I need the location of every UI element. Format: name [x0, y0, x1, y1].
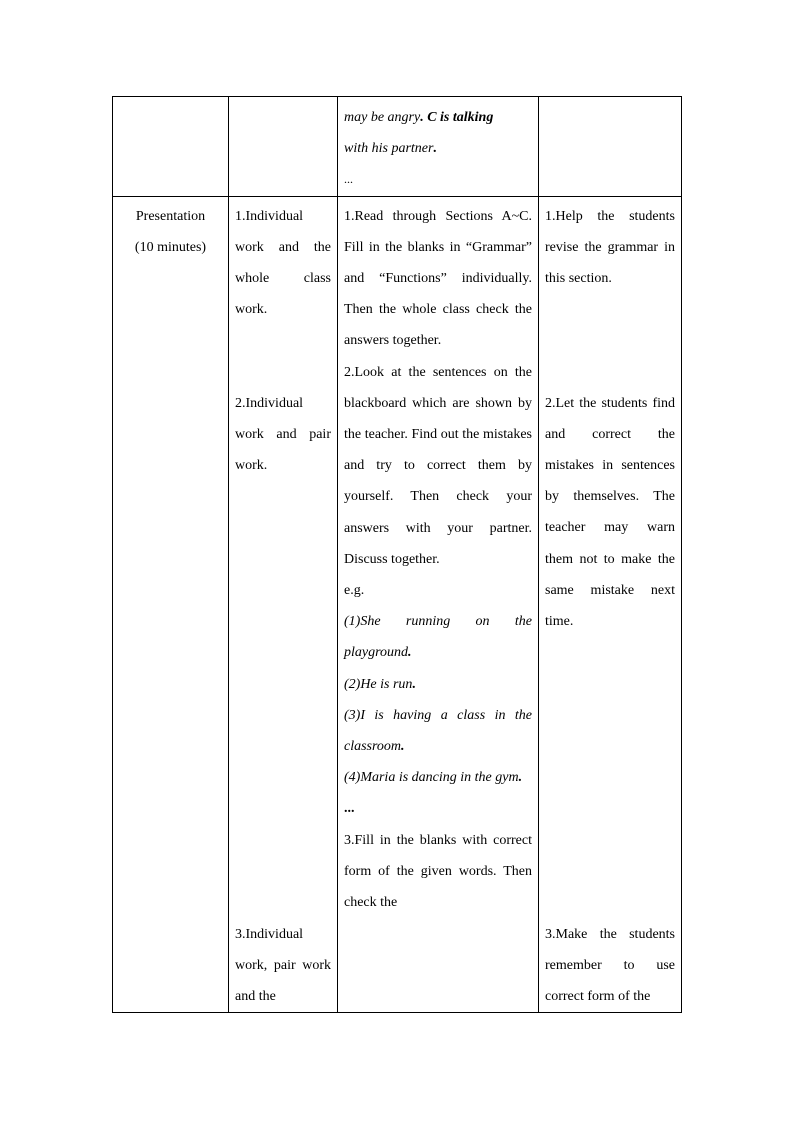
activity-2: 2.Look at the sentences on the blackboard which are shown by the teacher. Find out the mistakes and try to correct them by yourself. Then check your answers with your partner. Discuss together.	[344, 364, 532, 567]
mode-1: 1.Individual work and the whole class work.	[235, 208, 331, 318]
activity-1: 1.Read through Sections A~C. Fill in the blanks in “Grammar” and “Functions” individually. Then the whole class check the answers together.	[344, 208, 532, 349]
table-row	[113, 97, 682, 197]
lesson-plan-table	[112, 96, 682, 1013]
example-1: (1)She running on the playground.	[344, 614, 532, 661]
example-3: (3)I is having a class in the classroom.	[344, 707, 532, 755]
stage-cell	[113, 97, 229, 197]
mode-cell	[229, 196, 338, 1013]
mode-cell	[229, 97, 338, 197]
activity-cell	[338, 97, 539, 197]
example-label: e.g.	[344, 583, 365, 599]
activity-cell	[338, 196, 539, 1013]
stage-name: Presentation	[135, 208, 206, 224]
example-4: (4)Maria is dancing in the gym.	[344, 770, 523, 786]
purpose-3: 3.Make the students remember to use correct form of the	[545, 926, 675, 1005]
example-ellipsis: ...	[344, 801, 355, 817]
mode-2: 2.Individual work and pair work.	[235, 395, 331, 474]
mode-3: 3.Individual work, pair work and the	[235, 926, 331, 1005]
purpose-cell	[539, 196, 682, 1013]
example-2: (2)He is run.	[344, 676, 416, 692]
stage-time: (10 minutes)	[134, 239, 207, 255]
activity-text: may be angry. C is talking with his partner. ...	[344, 110, 494, 187]
purpose-2: 2.Let the students find and correct the mistakes in sentences by themselves. The teacher may warn them not to make the same mistake next time.	[545, 395, 675, 630]
stage-cell	[113, 196, 229, 1013]
table-row	[113, 196, 682, 1013]
activity-3: 3.Fill in the blanks with correct form of the given words. Then check the	[344, 832, 532, 911]
stage-text	[119, 197, 222, 263]
purpose-1: 1.Help the students revise the grammar in this section.	[545, 208, 675, 287]
purpose-cell	[539, 97, 682, 197]
